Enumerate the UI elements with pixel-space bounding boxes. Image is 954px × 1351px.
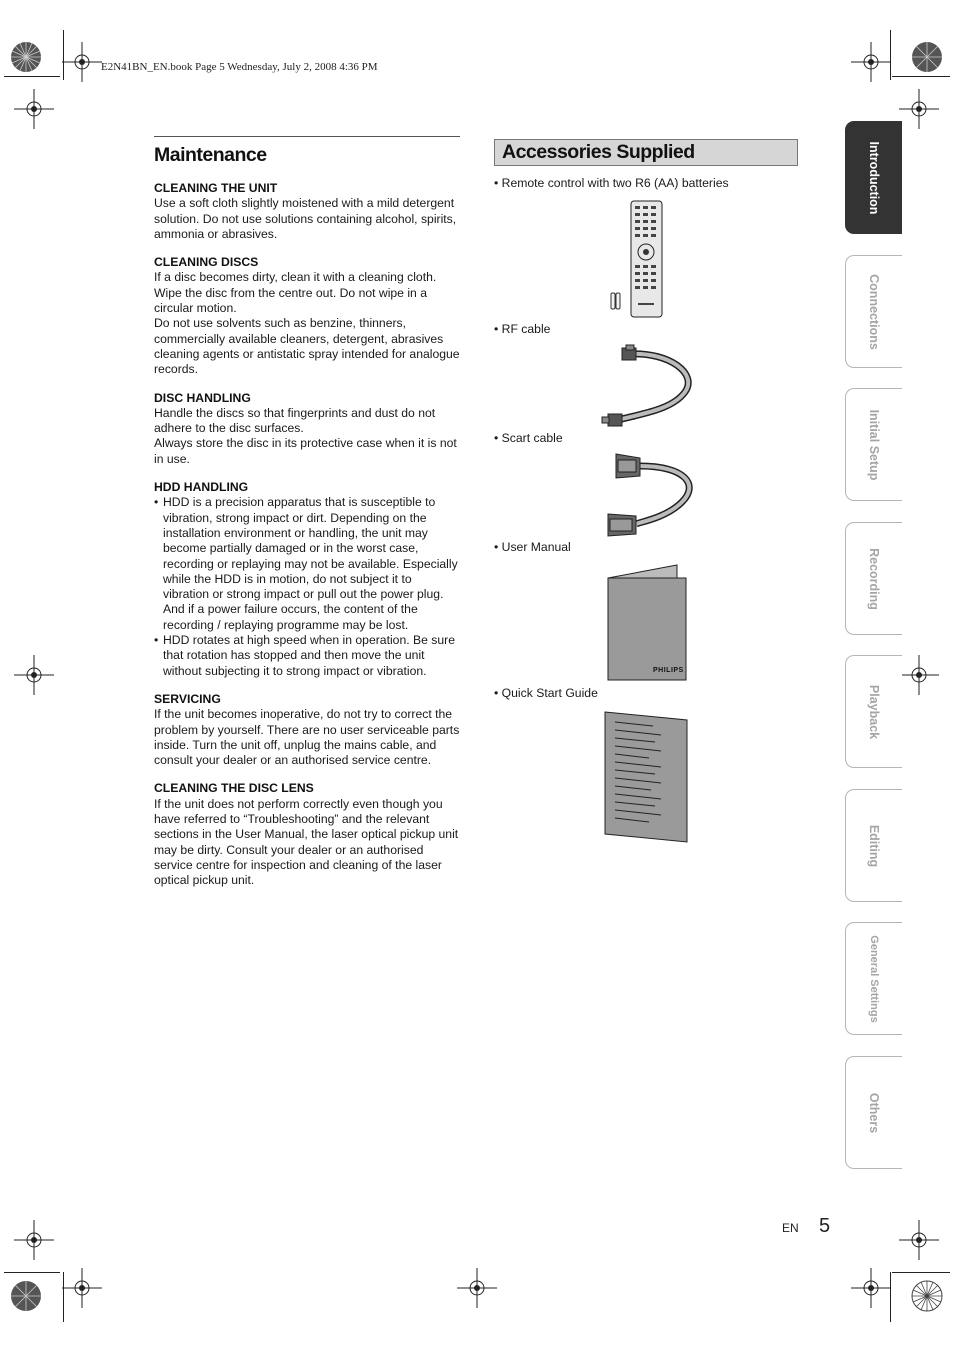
- accessory-item-rf-cable: • RF cable: [494, 322, 550, 337]
- accessory-item-remote: • Remote control with two R6 (AA) batteries: [494, 176, 729, 191]
- servicing-heading: SERVICING: [154, 691, 221, 706]
- crosshair-icon: [14, 89, 54, 129]
- crosshair-icon: [899, 1220, 939, 1260]
- tab-connections[interactable]: [845, 255, 902, 368]
- hdd-handling-bullet-1: • HDD is a precision apparatus that is susceptible to vibration, strong impact or dirt. Depending on the installation environment or handling, the unit may become partially damaged or in the worst case, recording or replaying may not be available. Especially while the HDD is in motion, do not subject it to vibration or strong impact or pull out the power plug. And if a power failure occurs, the content of the recording / replaying programme may be lost.: [154, 495, 460, 633]
- cleaning-lens-heading: CLEANING THE DISC LENS: [154, 781, 314, 796]
- footer-language: EN: [782, 1221, 799, 1235]
- crosshair-icon: [62, 42, 102, 82]
- disc-handling-block: [154, 391, 460, 467]
- disc-handling-text-1: Handle the discs so that fingerprints and dust do not adhere to the disc surfaces.: [154, 405, 436, 436]
- cleaning-unit-block: [154, 181, 460, 242]
- accessories-title: Accessories Supplied: [502, 141, 695, 163]
- tab-label: Introduction: [867, 141, 881, 214]
- tab-introduction[interactable]: [845, 121, 902, 234]
- tab-playback[interactable]: [845, 655, 902, 768]
- accessories-title-box: [494, 139, 798, 166]
- tab-label: Recording: [867, 547, 881, 610]
- page-number: 5: [819, 1215, 831, 1237]
- crosshair-icon: [14, 655, 54, 695]
- tab-initial-setup[interactable]: [845, 388, 902, 501]
- accessory-item-scart-cable: • Scart cable: [494, 431, 563, 446]
- rf-cable-icon: [600, 344, 695, 433]
- cleaning-discs-text-1: If a disc becomes dirty, clean it with a cleaning cloth. Wipe the disc from the centre out. Do not wipe in a circular motion.: [154, 270, 437, 316]
- registration-target-icon: [907, 1276, 947, 1316]
- disc-handling-text-2: Always store the disc in its protective case when it is not in use.: [154, 436, 457, 466]
- crosshair-icon: [851, 42, 891, 82]
- hdd-handling-bullet-2: • HDD rotates at high speed when in operation. Be sure that rotation has stopped and then move the unit without subjecting it to strong impact or vibration.: [154, 633, 460, 679]
- trim-line: [892, 1272, 950, 1273]
- scart-cable-icon: [600, 448, 696, 545]
- tab-label: General Settings: [868, 934, 880, 1023]
- accessory-item-quick-start: • Quick Start Guide: [494, 686, 598, 701]
- cleaning-unit-text: Use a soft cloth slightly moistened with a mild detergent solution. Do not use solutions containing alcohol, spirits, ammonia or abrasives.: [154, 196, 457, 241]
- maintenance-section: [154, 136, 460, 901]
- servicing-block: [154, 692, 460, 768]
- tab-label: Initial Setup: [867, 409, 881, 480]
- print-header: E2N41BN_EN.book Page 5 Wednesday, July 2, 2008 4:36 PM: [101, 61, 378, 73]
- cleaning-lens-block: [154, 781, 460, 888]
- tab-editing[interactable]: [845, 789, 902, 902]
- crosshair-icon: [457, 1268, 497, 1308]
- disc-handling-heading: DISC HANDLING: [154, 390, 251, 405]
- user-manual-brand: PHILIPS: [653, 667, 684, 674]
- crosshair-icon: [851, 1268, 891, 1308]
- tab-label: Others: [867, 1092, 881, 1133]
- tab-general-settings[interactable]: [845, 922, 902, 1035]
- cleaning-discs-text-2: Do not use solvents such as benzine, thinners, commercially available cleaners, detergent, abrasives cleaning agents or antistatic spray intended for analogue records.: [154, 316, 460, 377]
- registration-target-icon: [907, 37, 947, 77]
- tab-label: Connections: [867, 273, 881, 350]
- trim-line: [4, 1272, 60, 1273]
- tab-label: Editing: [867, 824, 881, 867]
- remote-control-icon: [604, 199, 666, 326]
- cleaning-discs-heading: CLEANING DISCS: [154, 255, 259, 270]
- cleaning-unit-heading: CLEANING THE UNIT: [154, 181, 278, 195]
- crosshair-icon: [14, 1220, 54, 1260]
- section-rule: [154, 136, 460, 137]
- tab-label: Playback: [867, 684, 881, 739]
- tab-recording[interactable]: [845, 522, 902, 635]
- maintenance-title: Maintenance: [154, 144, 267, 166]
- servicing-text: If the unit becomes inoperative, do not try to correct the problem by yourself. There are no user serviceable parts inside. Turn the unit off, unplug the mains cable, and consult your dealer or an authorised service centre.: [154, 707, 460, 768]
- tab-others[interactable]: [845, 1056, 902, 1169]
- cleaning-lens-text: If the unit does not perform correctly even though you have referred to “Troubleshooting” and the relevant sections in the User Manual, the laser optical pickup unit may be dirty. Consult your dealer or an authorised service centre for inspection and cleaning of the laser optical pickup unit.: [154, 796, 459, 888]
- cleaning-discs-block: [154, 255, 460, 377]
- hdd-handling-block: [154, 480, 460, 679]
- registration-target-icon: [6, 1276, 46, 1316]
- crosshair-icon: [62, 1268, 102, 1308]
- hdd-handling-heading: HDD HANDLING: [154, 480, 249, 495]
- registration-target-icon: [6, 37, 46, 77]
- crosshair-icon: [899, 655, 939, 695]
- accessory-item-user-manual: • User Manual: [494, 540, 571, 555]
- crosshair-icon: [899, 89, 939, 129]
- hdd-handling-list: [154, 495, 460, 679]
- quick-start-guide-icon: [603, 710, 691, 851]
